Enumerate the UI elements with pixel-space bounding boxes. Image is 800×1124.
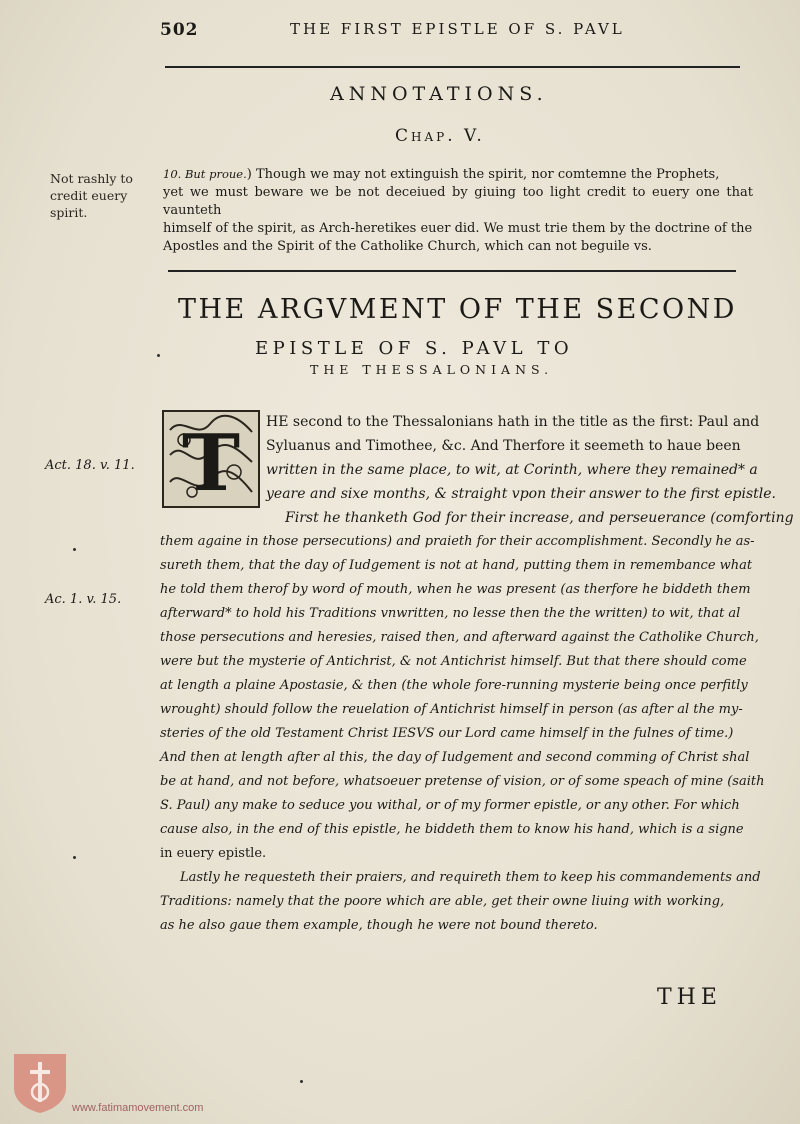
margin-reference: Ac. 1. v. 15. [45, 592, 122, 607]
watermark-logo [12, 1052, 68, 1114]
argument-subtitle-2: THE THESSALONIANS. [310, 362, 554, 377]
text-line: S. Paul) any make to seduce you withal, or of my former epistle, or any other. For which [160, 798, 740, 813]
text-line: wrought) should follow the reuelation of Antichrist himself in person (as after al the my- [160, 702, 743, 717]
text-line: Lastly he requesteth their praiers, and requireth them to keep his commandements and [180, 870, 761, 885]
header-rule [165, 66, 740, 68]
side-note: Not rashly to credit euery spirit. [50, 171, 133, 220]
verse-reference: 10. But proue. [163, 167, 247, 181]
page-number: 502 [160, 20, 199, 40]
text-line: those persecutions and heresies, raised then, and afterward against the Catholike Church, [160, 630, 759, 645]
margin-dot [300, 1080, 303, 1083]
argument-title: THE ARGVMENT OF THE SECOND [178, 294, 737, 325]
text-line: steries of the old Testament Christ IESVS our Lord came himself in the fulnes of time.) [160, 726, 734, 741]
section-rule [168, 270, 736, 272]
text-line: were but the mysterie of Antichrist, & not Antichrist himself. But that there should come [160, 654, 747, 669]
annotations-title: ANNOTATIONS. [330, 83, 548, 105]
svg-text:T: T [181, 418, 241, 508]
margin-dot [73, 856, 76, 859]
text-line: HE second to the Thessalonians hath in the title as the first: Paul and [266, 414, 760, 430]
text-line: yeare and sixe months, & straight vpon their answer to the first epistle. [266, 486, 776, 502]
text-line: written in the same place, to wit, at Corinth, where they remained* a [266, 462, 758, 478]
text-line: First he thanketh God for their increase, and perseuerance (comforting [285, 510, 794, 526]
text-line: And then at length after al this, the day of Iudgement and second comming of Christ shal [160, 750, 750, 765]
argument-subtitle: EPISTLE OF S. PAVL TO [255, 338, 574, 359]
margin-dot [73, 548, 76, 551]
margin-reference: Act. 18. v. 11. [45, 458, 135, 473]
watermark-url: www.fatimamovement.com [72, 1102, 204, 1114]
catchword: THE [657, 985, 722, 1010]
text-line: afterward* to hold his Traditions vnwritten, no lesse then the the written) to wit, that al [160, 606, 741, 621]
text-line: them againe in those persecutions) and praieth for their accomplishment. Secondly he as- [160, 534, 755, 549]
text-line: be at hand, and not before, whatsoeuer pretense of vision, or of some speach of mine (saith [160, 774, 765, 789]
text-line: in euery epistle. [160, 846, 267, 861]
text-line: sureth them, that the day of Iudgement is not at hand, putting them in remembance what [160, 558, 753, 573]
margin-dot [157, 354, 160, 357]
text-line: as he also gaue them example, though he were not bound thereto. [160, 918, 598, 933]
chapter-heading: Chap. V. [395, 126, 485, 146]
text-line: cause also, in the end of this epistle, he biddeth them to know his hand, which is a signe [160, 822, 744, 837]
annotation-text: 10. But proue.) Though we may not extinguish the spirit, nor comtemne the Prophets, yet we must beware we be not deceiued by giuing too light credit to euery one that vaunteth himself of the spirit, as Arch-heretikes euer did. We must trie them by the doctrine of the Apostles and the Spirit of the Catholike Church, which can not beguile vs. [163, 167, 753, 254]
text-line: he told them therof by word of mouth, when he was present (as therfore he biddeth them [160, 582, 751, 597]
running-title: THE FIRST EPISTLE OF S. PAVL [290, 20, 625, 38]
text-line: Traditions: namely that the poore which are able, get their owne liuing with working, [160, 894, 725, 909]
text-line: Syluanus and Timothee, &c. And Therfore it seemeth to haue been [266, 438, 741, 454]
text-line: at length a plaine Apostasie, & then (the whole fore-running mysterie being once perfitly [160, 678, 748, 693]
decorative-initial [162, 410, 260, 508]
